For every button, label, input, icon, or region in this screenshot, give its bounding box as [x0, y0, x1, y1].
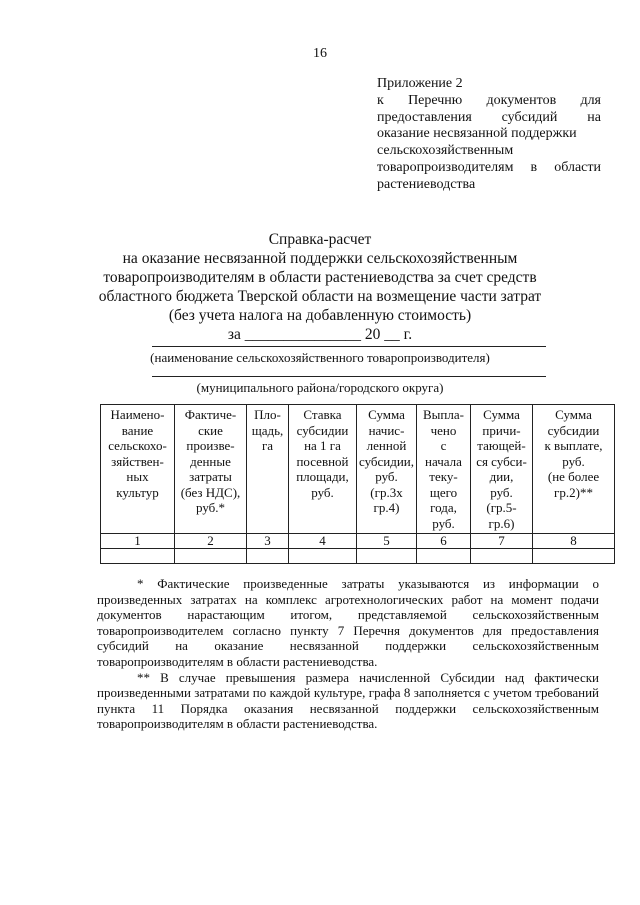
table-header-cell: Сумма начис- ленной субсидии, руб. (гр.3х гр.4)	[357, 405, 417, 534]
table-empty-cell	[289, 549, 357, 564]
table-empty-cell	[471, 549, 533, 564]
footnote-line: * Фактические произведенные затраты указываются из информации о	[137, 576, 599, 591]
appendix-line: растениеводства	[377, 176, 476, 192]
table-empty-cell	[417, 549, 471, 564]
table-header-cell: Наимено- вание сельскохо- зяйствен- ных культур	[101, 405, 175, 534]
title-line: на оказание несвязанной поддержки сельскохозяйственным	[122, 250, 518, 267]
table-empty-row	[101, 549, 615, 564]
footnotes	[97, 576, 599, 732]
appendix-line: к Перечню документов для	[377, 92, 601, 108]
appendix-line: Приложение 2	[377, 76, 463, 91]
table-empty-cell	[175, 549, 247, 564]
district-caption: (муниципального района/городского округа)	[196, 380, 444, 395]
title-line: областного бюджета Тверской области на возмещение части затрат	[98, 288, 542, 305]
column-number-cell: 2	[175, 534, 247, 549]
table-header-cell: Пло- щадь, га	[247, 405, 289, 534]
column-number-cell: 6	[417, 534, 471, 549]
table-empty-cell	[533, 549, 615, 564]
calculation-table	[100, 404, 615, 564]
column-number-cell: 5	[357, 534, 417, 549]
table-empty-cell	[101, 549, 175, 564]
document-title	[60, 230, 580, 344]
footnote-line: произведенными затратами по каждой культуре, графа 8 заполняется с учетом требований	[97, 685, 599, 701]
producer-fill-line	[152, 346, 546, 347]
appendix-line: предоставления субсидий на	[377, 109, 601, 125]
column-number-cell: 8	[533, 534, 615, 549]
producer-caption: (наименование сельскохозяйственного товаропроизводителя)	[150, 350, 490, 365]
column-number-cell: 1	[101, 534, 175, 549]
column-number-cell: 7	[471, 534, 533, 549]
title-line: товаропроизводителям в области растениеводства за счет средств	[103, 269, 537, 286]
table-empty-cell	[357, 549, 417, 564]
table-header-cell: Выпла- чено с начала теку- щего года, руб.	[417, 405, 471, 534]
table-header-cell: Ставка субсидии на 1 га посевной площади, руб.	[289, 405, 357, 534]
page-number: 16	[313, 46, 327, 61]
table-empty-cell	[247, 549, 289, 564]
footnote-line: ** В случае превышения размера начисленной Субсидии над фактически	[137, 669, 599, 685]
column-number-cell: 4	[289, 534, 357, 549]
footnote-line: субсидий на оказание несвязанной поддержки сельскохозяйственным	[97, 638, 599, 654]
table-header-cell: Фактиче- ские произве- денные затраты (без НДС), руб.*	[175, 405, 247, 534]
footnote-line: товаропроизводителем согласно пункту 7 Перечня документов для предоставления	[97, 622, 599, 638]
table-header-cell: Сумма причи- тающей- ся субси- дии, руб. (гр.5- гр.6)	[471, 405, 533, 534]
appendix-line: сельскохозяйственным	[377, 143, 514, 159]
footnote-line: товаропроизводителям в области растениеводства.	[97, 653, 378, 669]
district-fill-line	[152, 376, 546, 377]
footnote-line: пункта 11 Порядка оказания несвязанной поддержки сельскохозяйственным	[97, 700, 599, 716]
appendix-header	[377, 76, 601, 194]
appendix-line: товаропроизводителям в области	[377, 159, 601, 175]
footnote-line: документов нарастающим итогом, представляемой сельскохозяйственным	[97, 607, 599, 623]
title-heading: Справка-расчет	[268, 231, 372, 248]
appendix-line: оказание несвязанной поддержки	[377, 126, 577, 142]
column-number-cell: 3	[247, 534, 289, 549]
title-line: (без учета налога на добавленную стоимость)	[168, 307, 472, 324]
table-header-cell: Сумма субсидии к выплате, руб. (не более гр.2)**	[533, 405, 615, 534]
title-date-line: за _______________ 20 __ г.	[227, 326, 413, 343]
footnote-line: товаропроизводителям в области растениеводства.	[97, 716, 378, 732]
footnote-line: произведенных затратах на комплекс агротехнологических работ на момент подачи	[97, 591, 599, 607]
table-number-row	[101, 534, 615, 549]
table-header-row	[101, 405, 615, 534]
